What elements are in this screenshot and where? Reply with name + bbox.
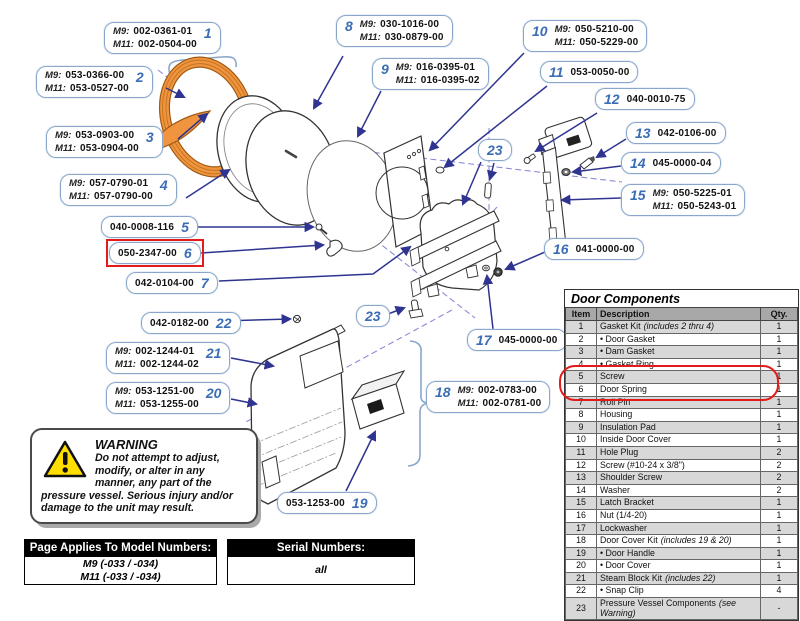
- col-qty: Qty.: [761, 308, 798, 321]
- door-components-table: [564, 289, 799, 621]
- nut: [494, 268, 502, 276]
- callout-11: 11 053-0050-00: [540, 61, 638, 83]
- callout-23-upper: 23: [478, 139, 512, 161]
- callout-15: 15 M9: 050-5225-01 M11: 050-5243-01: [621, 184, 745, 216]
- callout-10: 10 M9: 050-5210-00 M11: 050-5229-00: [523, 20, 647, 52]
- leader-19: [346, 432, 375, 491]
- callout-5: 040-0008-116 5: [101, 216, 198, 238]
- table-row: 23 Pressure Vessel Components (see Warning) -: [566, 598, 798, 620]
- door-spring: [327, 240, 342, 256]
- leader-16: [506, 252, 545, 269]
- table-row: 1 Gasket Kit (includes 2 thru 4) 1: [566, 321, 798, 334]
- serial-numbers-value: all: [227, 557, 415, 585]
- table-row: 13 Shoulder Screw 2: [566, 472, 798, 485]
- leader-6: [201, 245, 323, 253]
- door-cover: [251, 329, 345, 504]
- callout-23-lower: 23: [356, 305, 390, 327]
- highlight-frame: [106, 239, 204, 267]
- table-row: 11 Hole Plug 2: [566, 446, 798, 459]
- callout-1: M9: 002-0361-01 M11: 002-0504-00 1: [104, 22, 221, 54]
- table-row: 5 Screw 1: [566, 371, 798, 384]
- table-row: 14 Washer 2: [566, 484, 798, 497]
- model-numbers-table: [24, 539, 217, 585]
- serial-numbers-header: Serial Numbers:: [227, 539, 415, 557]
- table-row: 17 Lockwasher 1: [566, 522, 798, 535]
- callout-17: 17 045-0000-00: [467, 329, 567, 351]
- table-row: 4 • Gasket Ring 1: [566, 358, 798, 371]
- table-row: 19 • Door Handle 1: [566, 547, 798, 560]
- serial-numbers-table: [227, 539, 415, 585]
- warning-title: WARNING: [95, 437, 158, 452]
- callout-12: 12 040-0010-75: [595, 88, 695, 110]
- table-row: 9 Insulation Pad 1: [566, 421, 798, 434]
- leader-14: [573, 166, 621, 172]
- warning-triangle-icon: [43, 439, 87, 479]
- model-number-line: M11 (-033 / -034): [80, 570, 161, 583]
- table-row: 18 Door Cover Kit (includes 19 & 20) 1: [566, 535, 798, 548]
- model-number-line: M9 (-033 / -034): [82, 557, 159, 570]
- table-row: 12 Screw (#10-24 x 3/8") 2: [566, 459, 798, 472]
- callout-6: 050-2347-00 6: [109, 242, 201, 264]
- callout-19: 053-1253-00 19: [277, 492, 377, 514]
- snap-clip: [293, 315, 300, 322]
- roll-pin: [409, 300, 423, 318]
- table-row: 20 • Door Cover 1: [566, 560, 798, 573]
- callout-4: M9: 057-0790-01 M11: 057-0790-00 4: [60, 174, 177, 206]
- leader-8: [314, 56, 343, 108]
- table-row: 22 • Snap Clip 4: [566, 585, 798, 598]
- leader-15: [562, 198, 621, 200]
- door-handle: [352, 371, 404, 429]
- callout-18: 18 M9: 002-0783-00 M11: 002-0781-00: [426, 381, 550, 413]
- callout-16: 16 041-0000-00: [544, 238, 644, 260]
- screw-12: [523, 153, 536, 165]
- leader-23c: [388, 308, 404, 314]
- leader-23a: [490, 163, 494, 179]
- callout-22: 042-0182-00 22: [141, 312, 241, 334]
- roll-pin: [484, 183, 491, 198]
- table-title: Door Components: [571, 292, 681, 306]
- leader-17: [487, 276, 493, 329]
- table-row: 16 Nut (1/4-20) 1: [566, 509, 798, 522]
- lockwasher: [483, 265, 490, 271]
- washer: [562, 169, 570, 176]
- table-row: 21 Steam Block Kit (includes 22) 1: [566, 572, 798, 585]
- col-item: Item: [566, 308, 597, 321]
- callout-21: M9: 002-1244-01 M11: 002-1244-02 21: [106, 342, 230, 374]
- leader-7: [219, 247, 410, 281]
- callout-14: 14 045-0000-04: [621, 152, 721, 174]
- callout-2: M9: 053-0366-00 M11: 053-0527-00 2: [36, 66, 153, 98]
- callout-9: 9 M9: 016-0395-01 M11: 016-0395-02: [372, 58, 489, 90]
- table-row: 8 Housing 1: [566, 409, 798, 422]
- warning-box: [30, 428, 258, 524]
- callout-7: 042-0104-00 7: [126, 272, 218, 294]
- col-description: Description: [597, 308, 761, 321]
- table-row: 7 Roll Pin 1: [566, 396, 798, 409]
- warning-text: Do not attempt to adjust, modify, or alter in any manner, any part of the pressure vessel. Serious injury and/or damage to the unit may result.: [41, 452, 233, 514]
- callout-3: M9: 053-0903-00 M11: 053-0904-00 3: [46, 126, 163, 158]
- shoulder-screw: [580, 156, 595, 169]
- callout-13: 13 042-0106-00: [626, 122, 726, 144]
- leader-23b: [463, 162, 481, 204]
- hole-plug: [436, 167, 444, 173]
- table-row: 3 • Dam Gasket 1: [566, 346, 798, 359]
- table-header-row: [566, 308, 798, 321]
- table-row: 2 • Door Gasket 1: [566, 333, 798, 346]
- leader-13: [597, 139, 626, 157]
- callout-20: M9: 053-1251-00 M11: 053-1255-00 20: [106, 382, 230, 414]
- table-row: 6 Door Spring 1: [566, 383, 798, 396]
- table-row: 15 Latch Bracket 1: [566, 497, 798, 510]
- leader-9: [358, 91, 381, 136]
- table-row: 10 Inside Door Cover 1: [566, 434, 798, 447]
- callout-8: 8 M9: 030-1016-00 M11: 030-0879-00: [336, 15, 453, 47]
- model-numbers-header: Page Applies To Model Numbers:: [24, 539, 217, 557]
